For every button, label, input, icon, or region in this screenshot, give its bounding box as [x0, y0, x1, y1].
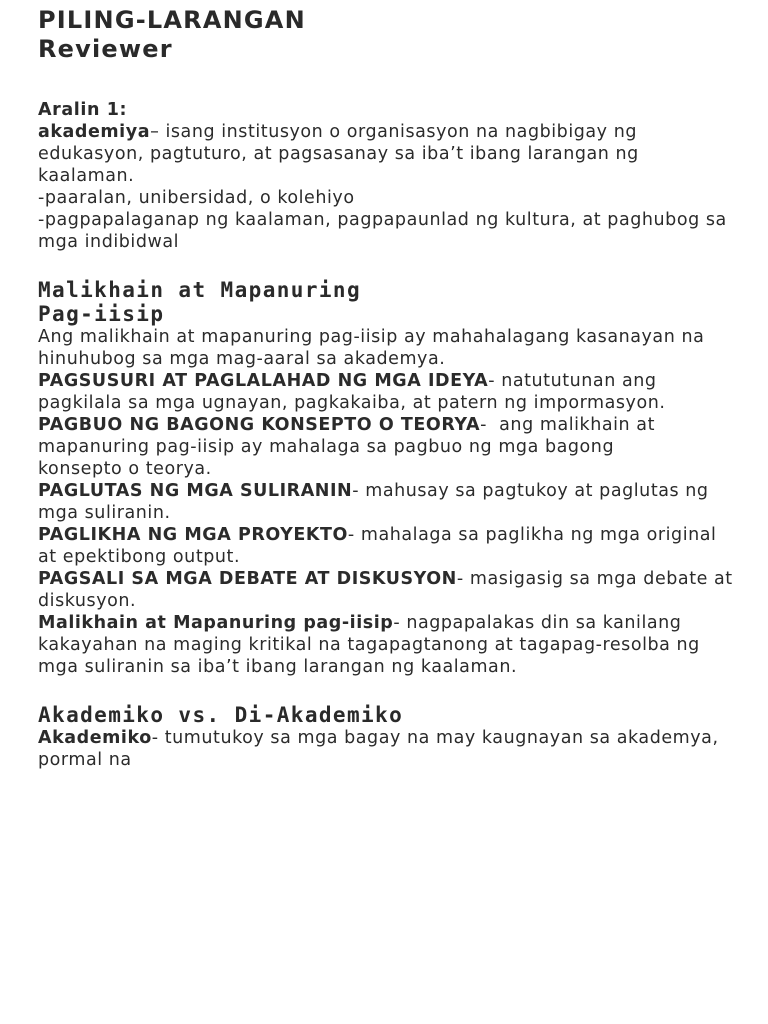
akademiya-example-2: -pagpapalaganap ng kaalaman, pagpapaunlad ng kultura, at paghubog sa mga indibidwal	[38, 210, 727, 252]
lesson-label: Aralin 1:	[38, 100, 128, 120]
skill-term: PAGBUO NG BAGONG KONSEPTO O TEORYA	[38, 415, 481, 435]
section-heading-line-1: Malikhain at Mapanuring	[38, 278, 361, 302]
akademiko-term: Akademiko	[38, 728, 152, 748]
section-heading-akademiko: Akademiko vs. Di-Akademiko	[38, 703, 404, 727]
skill-text: masigasig sa mga debate at diskusyon.	[38, 569, 733, 611]
skill-sep: -	[393, 613, 407, 633]
skill-term: PAGLUTAS NG MGA SULIRANIN	[38, 481, 353, 501]
section-heading-line-2: Pag-iisip	[38, 302, 165, 326]
akademiya-definition	[38, 121, 738, 187]
skill-term: PAGLIKHA NG MGA PROYEKTO	[38, 525, 348, 545]
title-line-2: Reviewer	[38, 35, 173, 63]
document-title	[38, 6, 738, 64]
skill-item-continuation: konsepto o teorya.	[38, 459, 212, 479]
akademiya-term: akademiya	[38, 122, 151, 142]
akademiko-definition	[38, 727, 738, 771]
skill-text: ang malikhain at mapanuring pag-iisip ay mahalaga sa pagbuo ng mga bagong	[38, 415, 655, 457]
skill-sep: -	[488, 371, 502, 391]
section-intro: Ang malikhain at mapanuring pag-iisip ay mahahalagang kasanayan na hinuhubog sa mga mag-aaral sa akademya.	[38, 327, 705, 369]
section-heading-malikhain	[38, 278, 738, 326]
skill-item	[38, 414, 738, 458]
akademiya-example-1: -paaralan, unibersidad, o kolehiyo	[38, 188, 355, 208]
skill-text: nagpapalakas din sa kanilang kakayahan na maging kritikal na tagapagtanong at tagapag-resolba ng mga suliranin sa iba’t ibang larangan ng kaalaman.	[38, 613, 700, 677]
skill-term: PAGSALI SA MGA DEBATE AT DISKUSYON	[38, 569, 457, 589]
akademiko-text: - tumutukoy sa mga bagay na may kaugnayan sa akademya, pormal na	[38, 728, 719, 770]
skill-text: natututunan ang pagkilala sa mga ugnayan, pagkakaiba, at patern ng impormasyon.	[38, 371, 666, 413]
skill-text: mahalaga sa paglikha ng mga original at epektibong output.	[38, 525, 717, 567]
skill-sep: -	[480, 415, 500, 435]
skill-sep: -	[456, 569, 470, 589]
skill-sep: -	[352, 481, 366, 501]
akademiya-def-text: – isang institusyon o organisasyon na nagbibigay ng edukasyon, pagtuturo, at pagsasanay sa iba’t ibang larangan ng kaalaman.	[38, 122, 639, 186]
document-page	[38, 6, 738, 771]
skill-sep: -	[347, 525, 361, 545]
skill-text: mahusay sa pagtukoy at paglutas ng mga suliranin.	[38, 481, 709, 523]
title-line-1: PILING-LARANGAN	[38, 6, 306, 34]
skill-item	[38, 612, 738, 678]
skill-item	[38, 370, 738, 414]
skill-term: Malikhain at Mapanuring pag-iisip	[38, 613, 394, 633]
skill-item	[38, 480, 738, 524]
skill-term: PAGSUSURI AT PAGLALAHAD NG MGA IDEYA	[38, 371, 489, 391]
skill-item	[38, 524, 738, 568]
skill-item	[38, 568, 738, 612]
